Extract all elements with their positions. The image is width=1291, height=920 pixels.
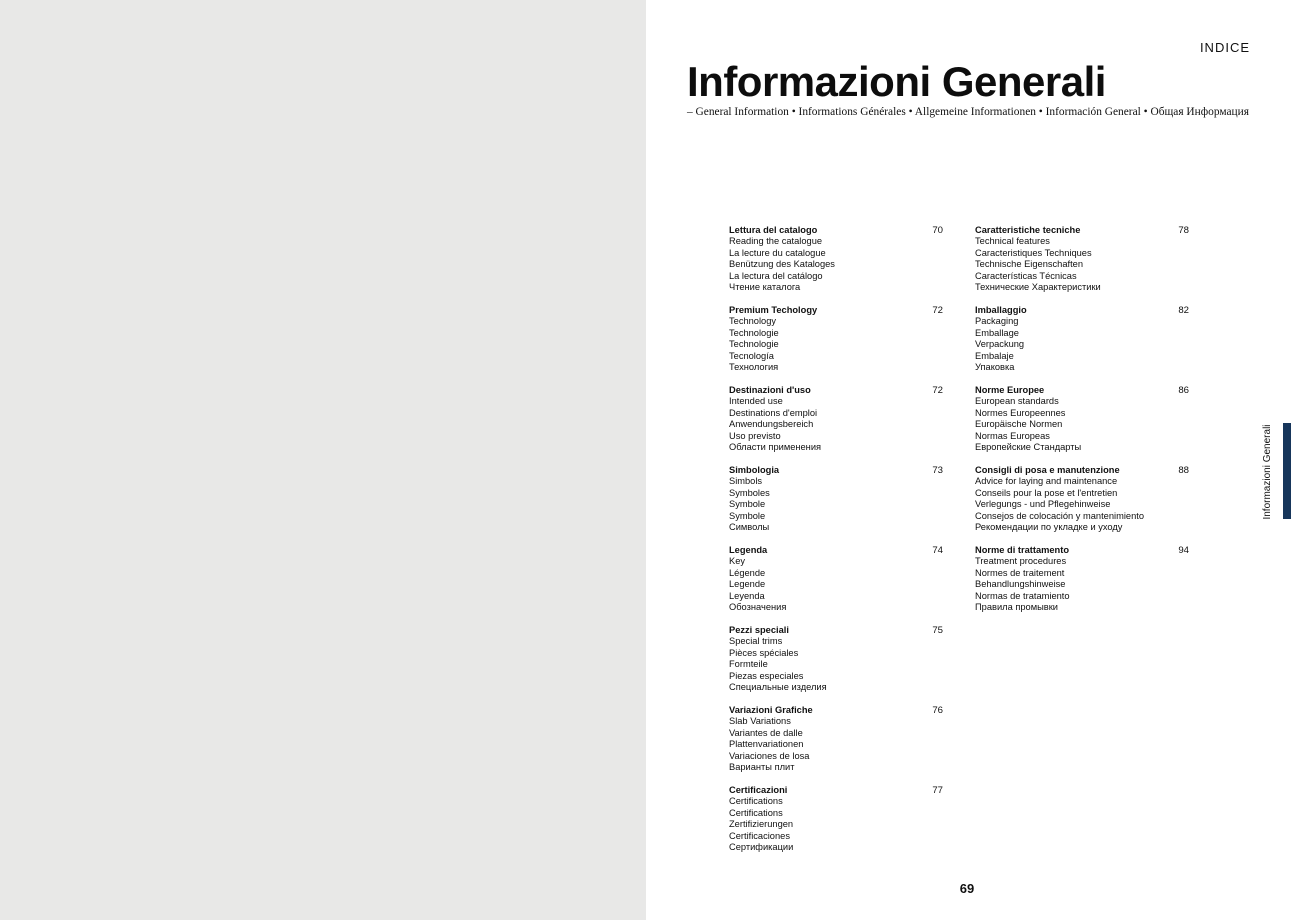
toc-column-left <box>729 225 943 865</box>
toc-entry-page-number: 73 <box>932 465 943 476</box>
toc-entry-translation: Zertifizierungen <box>729 819 794 830</box>
toc-entry[interactable] <box>729 705 943 785</box>
toc-entry-translation: Uso previsto <box>729 430 781 441</box>
toc-entry-title: Norme Europee <box>975 385 1045 395</box>
toc-entry-title: Legenda <box>729 545 768 555</box>
page-title: Informazioni Generali <box>687 58 1106 105</box>
toc-entry-page-number: 86 <box>1178 385 1189 396</box>
toc-entry-title: Destinazioni d'uso <box>729 385 811 395</box>
toc-entry-page-number: 88 <box>1178 465 1189 476</box>
toc-entry-translation: Treatment procedures <box>975 556 1067 567</box>
toc-entry-translation: Variaciones de losa <box>729 750 810 761</box>
section-label: INDICE <box>1199 40 1250 55</box>
toc-entry-translation: La lectura del catálogo <box>729 270 823 281</box>
side-tab-marker <box>1283 423 1291 519</box>
toc-entry-translation: Légende <box>729 567 766 578</box>
toc-entry-translation: Symbole <box>729 499 766 510</box>
toc-entry-title: Caratteristiche tecniche <box>975 225 1081 235</box>
toc-entry-translation: Normes Europeennes <box>975 407 1066 418</box>
toc-entry-translation: Symbole <box>729 510 766 521</box>
toc-entry-translation: Advice for laying and maintenance <box>975 476 1118 487</box>
toc-entry-translation: Emballage <box>975 327 1019 338</box>
toc-entry-translation: Technische Eigenschaften <box>975 259 1084 270</box>
toc-column-right <box>975 225 1189 625</box>
toc-entry-page-number: 77 <box>932 785 943 796</box>
toc-entry-translation: Piezas especiales <box>729 670 804 681</box>
toc-entry-translation: Slab Variations <box>729 716 791 727</box>
toc-entry-translation: Verpackung <box>975 339 1025 350</box>
toc-entry-translation: Упаковка <box>975 362 1015 373</box>
toc-entry-translation: Reading the catalogue <box>729 236 823 247</box>
toc-entry-translation: Normes de traitement <box>975 567 1065 578</box>
toc-entry[interactable] <box>729 385 943 465</box>
toc-entry-page-number: 94 <box>1178 545 1189 556</box>
toc-entry-translation: Formteile <box>729 659 768 670</box>
toc-entry[interactable] <box>729 785 943 865</box>
toc-entry-translation: Caracteristiques Techniques <box>975 247 1092 258</box>
toc-entry[interactable] <box>729 305 943 385</box>
toc-entry[interactable] <box>729 625 943 705</box>
toc-entry[interactable] <box>975 385 1189 465</box>
toc-entry-page-number: 75 <box>932 625 943 636</box>
page-subtitle: – General Information • Informations Générales • Allgemeine Informationen • Información General • Общая Информация <box>687 106 1249 118</box>
toc-entry-translation: Symboles <box>729 487 770 498</box>
toc-entry-translation: Key <box>729 556 746 567</box>
toc-entry-translation: Destinations d'emploi <box>729 407 818 418</box>
toc-entry-translation: Certifications <box>729 807 783 818</box>
toc-entry-translation: Embalaje <box>975 350 1014 361</box>
toc-entry-translation: Europäische Normen <box>975 419 1063 430</box>
toc-entry-translation: Европейские Стандарты <box>975 442 1082 453</box>
toc-entry-title: Premium Techology <box>729 305 818 315</box>
toc-entry-translation: Plattenvariationen <box>729 739 804 750</box>
toc-entry-translation: Рекомендации по укладке и уходу <box>975 522 1123 533</box>
toc-entry-page-number: 72 <box>932 385 943 396</box>
toc-entry-page-number: 82 <box>1178 305 1189 316</box>
toc-entry-translation: Сертификации <box>729 842 794 853</box>
toc-entry-translation: Technical features <box>975 236 1050 247</box>
toc-entry-translation: Verlegungs - und Pflegehinweise <box>975 499 1111 510</box>
toc-entry-translation: Certificaciones <box>729 830 790 841</box>
toc-entry-translation: Legende <box>729 579 766 590</box>
toc-entry-translation: European standards <box>975 396 1059 407</box>
toc-entry-title: Norme di trattamento <box>975 545 1070 555</box>
toc-entry-translation: Conseils pour la pose et l'entretien <box>975 487 1118 498</box>
toc-entry-page-number: 74 <box>932 545 943 556</box>
toc-entry-translation: Символы <box>729 522 770 533</box>
toc-entry-title: Simbologia <box>729 465 780 475</box>
toc-entry-translation: Technologie <box>729 339 779 350</box>
side-tab-label: Informazioni Generali <box>1262 424 1273 520</box>
toc-entry-title: Variazioni Grafiche <box>729 705 813 715</box>
toc-entry-translation: Características Técnicas <box>975 270 1077 281</box>
toc-entry-translation: Pièces spéciales <box>729 647 799 658</box>
toc-entry-page-number: 78 <box>1178 225 1189 236</box>
toc-entry-translation: Normas Europeas <box>975 430 1050 441</box>
toc-entry-title: Imballaggio <box>975 305 1027 315</box>
toc-entry-page-number: 70 <box>932 225 943 236</box>
toc-entry-translation: Certifications <box>729 796 783 807</box>
toc-entry-translation: Технические Характеристики <box>975 282 1101 293</box>
toc-entry-translation: Packaging <box>975 316 1019 327</box>
toc-entry-translation: La lecture du catalogue <box>729 247 826 258</box>
toc-entry[interactable] <box>975 545 1189 625</box>
toc-entry[interactable] <box>729 465 943 545</box>
page-number: 69 <box>959 881 975 896</box>
toc-entry-page-number: 76 <box>932 705 943 716</box>
toc-entry[interactable] <box>975 305 1189 385</box>
toc-entry-page-number: 72 <box>932 305 943 316</box>
toc-entry-translation: Области применения <box>729 442 822 453</box>
toc-entry-title: Lettura del catalogo <box>729 225 818 235</box>
toc-entry-translation: Benützung des Kataloges <box>729 259 835 270</box>
toc-entry-translation: Consejos de colocación y mantenimiento <box>975 510 1144 521</box>
toc-entry-translation: Simbols <box>729 476 763 487</box>
toc-entry-translation: Обозначения <box>729 602 787 613</box>
toc-entry-translation: Технология <box>729 362 779 373</box>
toc-entry-translation: Technologie <box>729 327 779 338</box>
toc-entry-title: Pezzi speciali <box>729 625 789 635</box>
toc-entry-translation: Чтение каталога <box>729 282 801 293</box>
toc-entry-translation: Варианты плит <box>729 762 795 773</box>
toc-entry[interactable] <box>975 465 1189 545</box>
toc-entry-translation: Normas de tratamiento <box>975 590 1070 601</box>
toc-entry[interactable] <box>975 225 1189 305</box>
toc-entry-translation: Intended use <box>729 396 783 407</box>
toc-entry-translation: Variantes de dalle <box>729 727 803 738</box>
toc-entry-title: Certificazioni <box>729 785 788 795</box>
toc-entry-translation: Tecnología <box>729 350 774 361</box>
toc-entry[interactable] <box>729 225 943 305</box>
toc-entry-translation: Правила промывки <box>975 602 1058 613</box>
toc-entry-translation: Специальные изделия <box>729 682 827 693</box>
toc-entry-title: Consigli di posa e manutenzione <box>975 465 1120 475</box>
toc-entry[interactable] <box>729 545 943 625</box>
toc-entry-translation: Technology <box>729 316 777 327</box>
toc-entry-translation: Special trims <box>729 636 783 647</box>
toc-entry-translation: Leyenda <box>729 590 765 601</box>
toc-entry-translation: Behandlungshinweise <box>975 579 1066 590</box>
toc-entry-translation: Anwendungsbereich <box>729 419 814 430</box>
side-tab-label-wrapper <box>1261 424 1275 520</box>
